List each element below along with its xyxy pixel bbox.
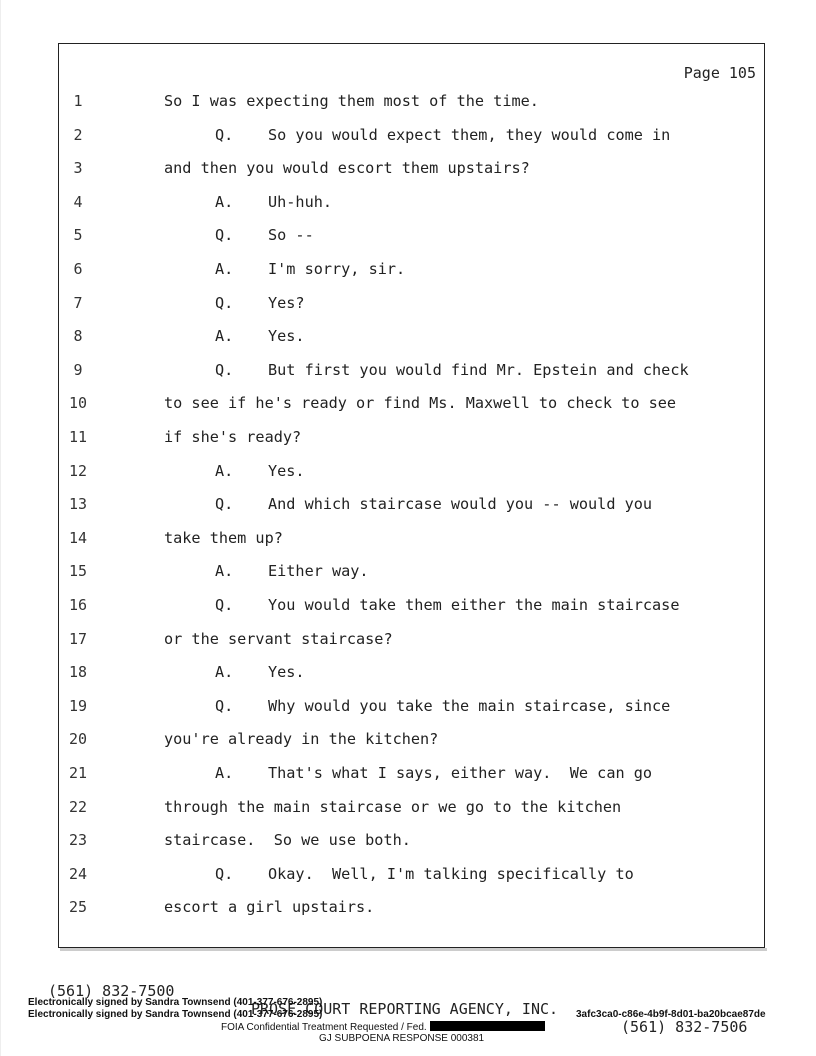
foia-notice — [221, 1021, 545, 1033]
speaker-label: A. — [215, 663, 234, 682]
transcript-line — [0, 663, 816, 689]
line-text: So -- — [268, 226, 314, 245]
transcript-line — [0, 697, 816, 723]
line-number: 8 — [73, 327, 83, 346]
line-number: 11 — [68, 428, 88, 446]
speaker-label: Q. — [215, 864, 234, 883]
frame-shadow — [60, 948, 767, 951]
transcript-line — [0, 596, 816, 622]
line-text: if she's ready? — [164, 428, 302, 446]
speaker-label: Q. — [215, 696, 234, 715]
line-number: 23 — [68, 831, 88, 850]
speaker-label: A. — [215, 260, 234, 278]
footer-agency-name: PROSE COURT REPORTING AGENCY, INC. — [251, 1000, 559, 1018]
line-text: Yes? — [268, 293, 305, 312]
transcript-line — [0, 394, 816, 420]
line-number: 5 — [73, 226, 83, 245]
speaker-label: Q. — [215, 125, 234, 144]
line-text: Yes. — [268, 327, 305, 346]
line-number: 6 — [73, 260, 83, 278]
signature-hash: 3afc3ca0-c86e-4b9f-8d01-ba20bcae87de — [576, 1009, 766, 1020]
redaction-bar — [430, 1021, 545, 1031]
line-text: You would take them either the main staircase — [268, 596, 680, 614]
line-text: And which staircase would you -- would you — [268, 495, 653, 514]
speaker-label: Q. — [215, 293, 234, 312]
transcript-line — [0, 327, 816, 353]
line-text: escort a girl upstairs. — [164, 898, 375, 917]
line-number: 17 — [68, 629, 88, 648]
speaker-label: Q. — [215, 226, 234, 245]
line-text: Okay. Well, I'm talking specifically to — [268, 864, 634, 883]
transcript-line — [0, 764, 816, 790]
line-number: 14 — [68, 528, 88, 547]
line-number: 1 — [73, 92, 83, 110]
line-number: 4 — [73, 192, 83, 211]
transcript-line — [0, 159, 816, 185]
line-text: or the servant staircase? — [164, 629, 393, 648]
speaker-label: A. — [215, 562, 234, 581]
transcript-line — [0, 126, 816, 152]
line-number: 25 — [68, 898, 88, 917]
line-number: 15 — [68, 562, 88, 581]
line-text: I'm sorry, sir. — [268, 260, 406, 278]
foia-text: FOIA Confidential Treatment Requested / Fed. — [221, 1022, 427, 1033]
electronic-signature-2: Electronically signed by Sandra Townsend (401-377-676-2895) — [28, 1009, 323, 1020]
speaker-label: Q. — [215, 596, 234, 614]
transcript-line — [0, 798, 816, 824]
line-text: you're already in the kitchen? — [164, 730, 439, 749]
line-number: 9 — [73, 360, 83, 379]
line-number: 18 — [68, 663, 88, 682]
line-text: take them up? — [164, 528, 283, 547]
line-number: 19 — [68, 696, 88, 715]
transcript-line — [0, 730, 816, 756]
speaker-label: Q. — [215, 495, 234, 514]
page-number: Page 105 — [683, 64, 756, 82]
speaker-label: Q. — [215, 360, 234, 379]
transcript-line — [0, 630, 816, 656]
speaker-label: A. — [215, 192, 234, 211]
line-text: Uh-huh. — [268, 192, 333, 211]
line-number: 21 — [68, 764, 88, 782]
transcript-line — [0, 865, 816, 891]
line-text: Either way. — [268, 562, 369, 581]
line-text: to see if he's ready or find Ms. Maxwell to check to see — [164, 394, 677, 413]
line-text: Yes. — [268, 663, 305, 682]
transcript-line — [0, 260, 816, 286]
transcript-line — [0, 898, 816, 924]
transcript-line — [0, 226, 816, 252]
line-number: 13 — [68, 495, 88, 514]
line-number: 22 — [68, 797, 88, 816]
line-number: 16 — [68, 596, 88, 614]
line-text: So I was expecting them most of the time. — [164, 92, 539, 110]
transcript-line — [0, 361, 816, 387]
transcript-line — [0, 562, 816, 588]
line-text: Yes. — [268, 461, 305, 480]
transcript-line — [0, 193, 816, 219]
footer-phone-left: (561) 832-7500 — [48, 982, 175, 1000]
line-text: That's what I says, either way. We can go — [268, 764, 653, 782]
line-text: through the main staircase or we go to the kitchen — [164, 797, 622, 816]
speaker-label: A. — [215, 461, 234, 480]
transcript-line — [0, 495, 816, 521]
bates-number: GJ SUBPOENA RESPONSE 000381 — [319, 1033, 485, 1044]
line-text: and then you would escort them upstairs? — [164, 159, 530, 178]
line-number: 10 — [68, 394, 88, 413]
transcript-line — [0, 92, 816, 118]
transcript-line — [0, 831, 816, 857]
footer-phone-right: (561) 832-7506 — [621, 1018, 748, 1036]
line-text: So you would expect them, they would come in — [268, 125, 671, 144]
transcript-line — [0, 294, 816, 320]
line-text: Why would you take the main staircase, since — [268, 696, 671, 715]
line-number: 20 — [68, 730, 88, 749]
line-text: staircase. So we use both. — [164, 831, 411, 850]
line-number: 12 — [68, 461, 88, 480]
line-number: 24 — [68, 864, 88, 883]
line-number: 7 — [73, 293, 83, 312]
speaker-label: A. — [215, 764, 234, 782]
transcript-line — [0, 529, 816, 555]
transcript-line — [0, 462, 816, 488]
line-text: But first you would find Mr. Epstein and check — [268, 360, 689, 379]
transcript-line — [0, 428, 816, 454]
line-number: 3 — [73, 159, 83, 178]
speaker-label: A. — [215, 327, 234, 346]
line-number: 2 — [73, 125, 83, 144]
electronic-signature-1: Electronically signed by Sandra Townsend (401-377-676-2895) — [28, 997, 323, 1008]
